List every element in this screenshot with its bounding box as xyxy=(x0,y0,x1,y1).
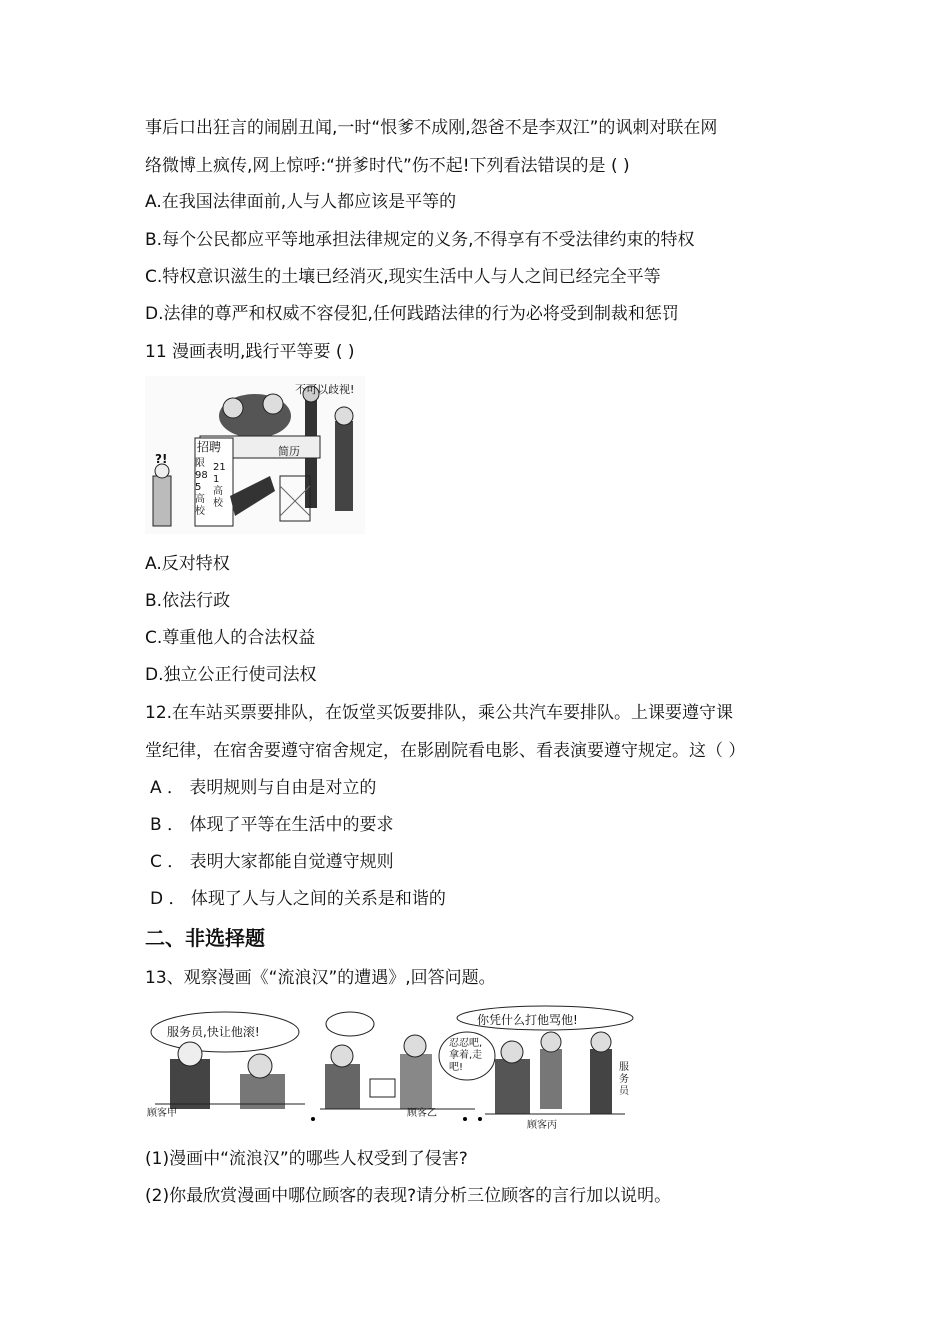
q11-stem: 11 漫画表明,践行平等要 ( ) xyxy=(145,342,355,362)
q12-option-a: A ． 表明规则与自由是对立的 xyxy=(150,778,377,798)
q12-stem-line2: 堂纪律，在宿舍要遵守宿舍规定，在影剧院看电影、看表演要遵守规定。这（ ） xyxy=(145,741,746,761)
q11-option-b: B.依法行政 xyxy=(145,591,231,611)
q11-option-c: C.尊重他人的合法权益 xyxy=(145,628,316,648)
q11-option-a: A.反对特权 xyxy=(145,554,230,574)
q10-option-c: C.特权意识滋生的土壤已经消灭,现实生活中人与人之间已经完全平等 xyxy=(145,267,661,287)
q13-sub-question-2: (2)你最欣赏漫画中哪位顾客的表现?请分析三位顾客的言行加以说明。 xyxy=(145,1186,672,1206)
q12-stem-line1: 12.在车站买票要排队，在饭堂买饭要排队，乘公共汽车要排队。上课要遵守课 xyxy=(145,703,734,723)
q13-bubble-3: 你凭什么打他骂他! xyxy=(477,1013,578,1027)
q13-label-waiter: 服务员 xyxy=(619,1062,629,1097)
q10-option-a: A.在我国法律面前,人与人都应该是平等的 xyxy=(145,192,457,212)
q10-option-b: B.每个公民都应平等地承担法律规定的义务,不得享有不受法律约束的特权 xyxy=(145,230,695,250)
q13-label-customer-c: 顾客丙 xyxy=(527,1120,557,1131)
q11-option-d: D.独立公正行使司法权 xyxy=(145,665,317,685)
q12-option-d: D ． 体现了人与人之间的关系是和谐的 xyxy=(150,889,446,909)
q12-option-b: B ． 体现了平等在生活中的要求 xyxy=(150,815,394,835)
q11-sign-title: 招聘 xyxy=(197,440,222,454)
q11-resume-label: 简历 xyxy=(278,445,300,458)
q13-label-customer-a: 顾客甲 xyxy=(147,1108,177,1119)
q11-cartoon-image xyxy=(145,376,365,534)
q10-option-d: D.法律的尊严和权威不容侵犯,任何践踏法律的行为必将受到制裁和惩罚 xyxy=(145,304,679,324)
section-title: 二、非选择题 xyxy=(145,926,265,950)
q13-sub-question-1: (1)漫画中“流浪汉”的哪些人权受到了侵害? xyxy=(145,1149,468,1169)
q13-bubble-2: 忍忍吧,拿着,走吧! xyxy=(449,1038,483,1073)
q13-cartoon-image xyxy=(145,1004,635,1131)
q11-question-mark: ?! xyxy=(155,452,168,466)
q12-option-c: C ． 表明大家都能自觉遵守规则 xyxy=(150,852,394,872)
q13-label-customer-b: 顾客乙 xyxy=(407,1108,437,1119)
q10-stem-line1: 事后口出狂言的闹剧丑闻,一时“恨爹不成刚,怨爸不是李双江”的讽刺对联在网 xyxy=(145,118,718,138)
q11-sign-col1: 限985高校 xyxy=(195,458,208,517)
q10-stem-line2: 络微博上疯传,网上惊呼:“拼爹时代”伤不起!下列看法错误的是 ( ) xyxy=(145,156,630,176)
q13-bubble-1: 服务员,快让他滚! xyxy=(167,1025,260,1039)
q11-bubble-text: 不可以歧视! xyxy=(295,383,355,396)
q13-stem: 13、观察漫画《“流浪汉”的遭遇》,回答问题。 xyxy=(145,968,496,988)
q11-sign-col2: 211高校 xyxy=(213,462,226,509)
